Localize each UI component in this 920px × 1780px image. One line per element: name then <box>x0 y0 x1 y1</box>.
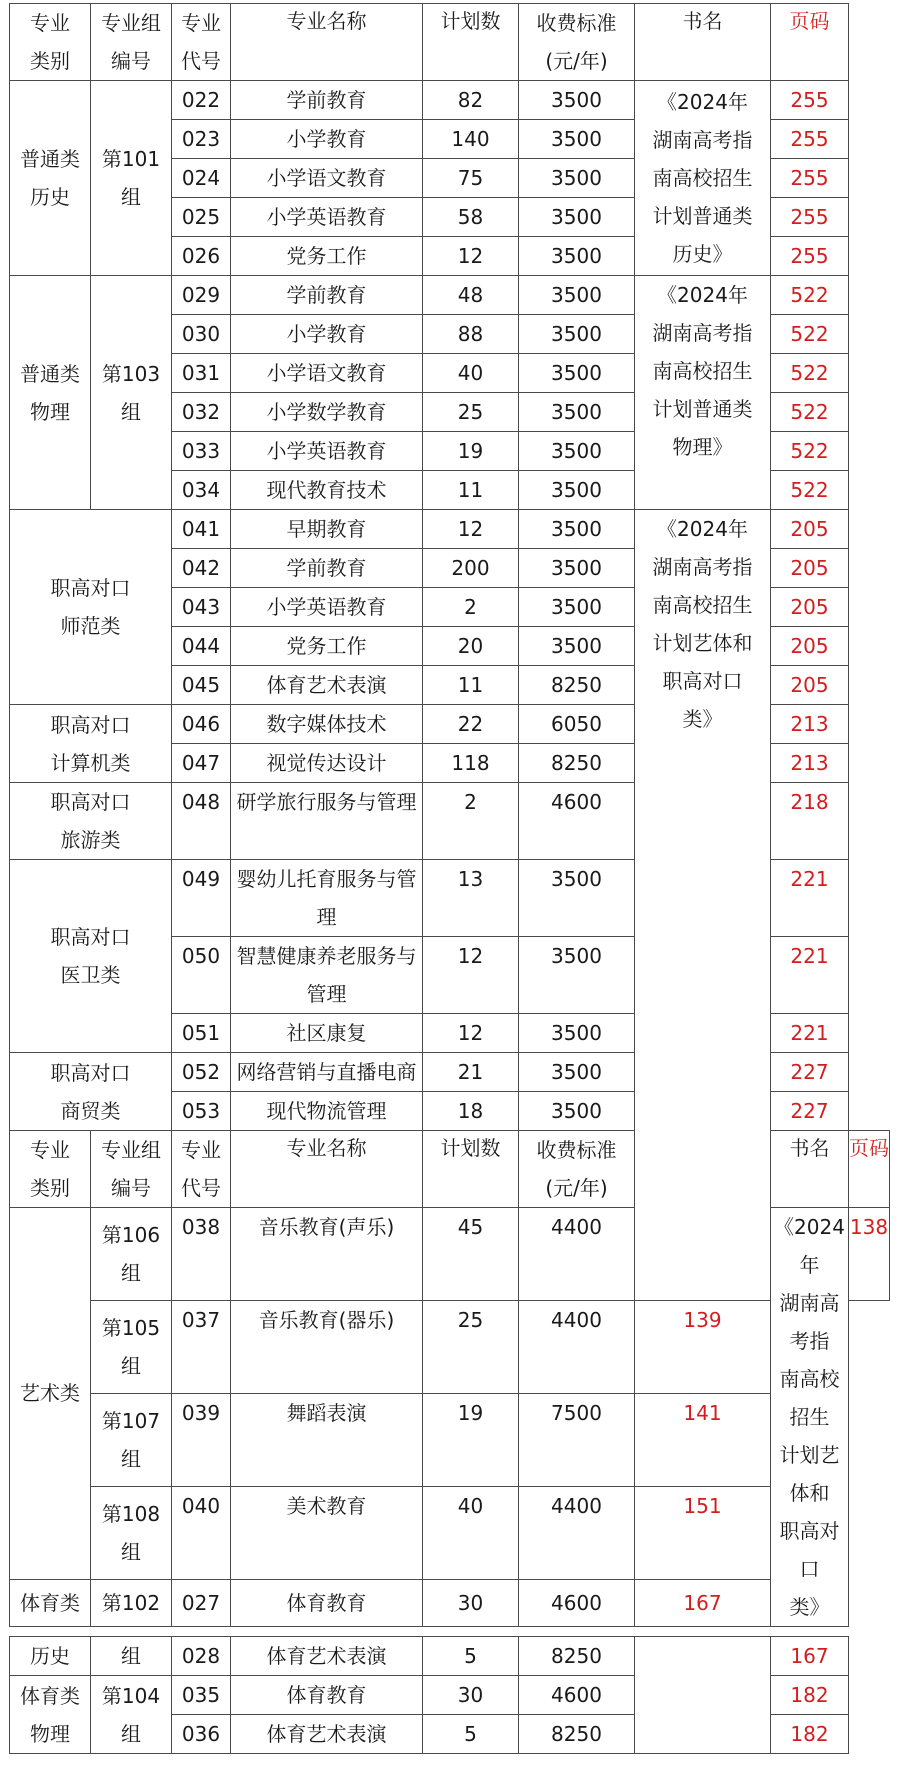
name-cell: 小学数学教育 <box>231 393 423 432</box>
page-cell: 255 <box>771 159 849 198</box>
code-cell: 044 <box>172 627 231 666</box>
book-cell <box>635 1637 771 1754</box>
category-cell: 职高对口 旅游类 <box>10 783 172 860</box>
plan-cell: 140 <box>423 120 519 159</box>
group-cell: 第103 组 <box>91 276 172 510</box>
page-cell: 522 <box>771 393 849 432</box>
fee-cell: 3500 <box>519 510 635 549</box>
fee-cell: 3500 <box>519 432 635 471</box>
fee-cell: 3500 <box>519 860 635 937</box>
page-cell: 141 <box>635 1393 771 1486</box>
plan-cell: 19 <box>423 1393 519 1486</box>
fee-cell: 3500 <box>519 393 635 432</box>
plan-cell: 11 <box>423 666 519 705</box>
fee-cell: 4400 <box>519 1208 635 1301</box>
code-cell: 029 <box>172 276 231 315</box>
page-cell: 182 <box>771 1676 849 1715</box>
name-cell: 小学语文教育 <box>231 354 423 393</box>
name-cell: 小学教育 <box>231 120 423 159</box>
name-cell: 研学旅行服务与管理 <box>231 783 423 860</box>
page-cell: 213 <box>771 705 849 744</box>
fee-cell: 3500 <box>519 81 635 120</box>
name-cell: 美术教育 <box>231 1486 423 1579</box>
book-cell: 《2024年 湖南高考指 南高校招生 计划艺体和 职高对口 类》 <box>635 510 771 1301</box>
plan-cell: 200 <box>423 549 519 588</box>
page-cell: 227 <box>771 1092 849 1131</box>
page-cell: 205 <box>771 510 849 549</box>
code-cell: 025 <box>172 198 231 237</box>
plan-cell: 2 <box>423 783 519 860</box>
name-cell: 婴幼儿托育服务与管 理 <box>231 860 423 937</box>
fee-cell: 3500 <box>519 588 635 627</box>
name-cell: 体育教育 <box>231 1579 423 1626</box>
name-cell: 体育艺术表演 <box>231 666 423 705</box>
plan-cell: 19 <box>423 432 519 471</box>
group-cell: 第107 组 <box>91 1393 172 1486</box>
page-cell: 218 <box>771 783 849 860</box>
code-cell: 053 <box>172 1092 231 1131</box>
code-cell: 047 <box>172 744 231 783</box>
code-cell: 026 <box>172 237 231 276</box>
category-cell: 体育类 物理 <box>10 1676 91 1754</box>
fee-cell: 3500 <box>519 1053 635 1092</box>
enrollment-plan-table <box>9 3 890 1627</box>
plan-cell: 118 <box>423 744 519 783</box>
page-cell: 221 <box>771 860 849 937</box>
table-row <box>10 81 890 120</box>
page-cell: 167 <box>771 1637 849 1676</box>
fee-cell: 3500 <box>519 315 635 354</box>
header-group: 专业组 编号 <box>91 1131 172 1208</box>
fee-cell: 8250 <box>519 666 635 705</box>
name-cell: 现代物流管理 <box>231 1092 423 1131</box>
page-cell: 205 <box>771 588 849 627</box>
fee-cell: 3500 <box>519 237 635 276</box>
page-cell: 205 <box>771 627 849 666</box>
fee-cell: 8250 <box>519 744 635 783</box>
table-row <box>10 276 890 315</box>
plan-cell: 12 <box>423 510 519 549</box>
name-cell: 学前教育 <box>231 81 423 120</box>
name-cell: 体育艺术表演 <box>231 1715 423 1754</box>
page-cell: 138 <box>849 1208 890 1301</box>
header-name: 专业名称 <box>231 4 423 81</box>
fee-cell: 3500 <box>519 1014 635 1053</box>
plan-cell: 40 <box>423 1486 519 1579</box>
header-page: 页码 <box>849 1131 890 1208</box>
name-cell: 党务工作 <box>231 237 423 276</box>
group-cell: 第102 <box>91 1579 172 1626</box>
header-category: 专业 类别 <box>10 1131 91 1208</box>
header-fee: 收费标准 (元/年) <box>519 4 635 81</box>
category-cell: 历史 <box>10 1637 91 1676</box>
page-cell: 205 <box>771 666 849 705</box>
table-row <box>10 1637 849 1676</box>
plan-cell: 20 <box>423 627 519 666</box>
header-code: 专业 代号 <box>172 1131 231 1208</box>
category-cell: 普通类 物理 <box>10 276 91 510</box>
code-cell: 027 <box>172 1579 231 1626</box>
page-cell: 522 <box>771 276 849 315</box>
plan-cell: 25 <box>423 393 519 432</box>
fee-cell: 3500 <box>519 627 635 666</box>
fee-cell: 4600 <box>519 783 635 860</box>
page-cell: 139 <box>635 1300 771 1393</box>
name-cell: 小学教育 <box>231 315 423 354</box>
plan-cell: 11 <box>423 471 519 510</box>
page-cell: 522 <box>771 432 849 471</box>
page-cell: 522 <box>771 471 849 510</box>
plan-cell: 48 <box>423 276 519 315</box>
name-cell: 网络营销与直播电商 <box>231 1053 423 1092</box>
fee-cell: 3500 <box>519 471 635 510</box>
name-cell: 社区康复 <box>231 1014 423 1053</box>
name-cell: 早期教育 <box>231 510 423 549</box>
fee-cell: 3500 <box>519 937 635 1014</box>
name-cell: 党务工作 <box>231 627 423 666</box>
category-cell: 职高对口 师范类 <box>10 510 172 705</box>
table-row <box>10 1393 890 1486</box>
fee-cell: 7500 <box>519 1393 635 1486</box>
enrollment-plan-table-continued <box>9 1636 849 1754</box>
name-cell: 数字媒体技术 <box>231 705 423 744</box>
code-cell: 048 <box>172 783 231 860</box>
fee-cell: 3500 <box>519 276 635 315</box>
plan-cell: 5 <box>423 1715 519 1754</box>
page-cell: 255 <box>771 237 849 276</box>
header-category: 专业 类别 <box>10 4 91 81</box>
page-cell: 182 <box>771 1715 849 1754</box>
header-book: 书名 <box>771 1131 849 1208</box>
name-cell: 学前教育 <box>231 549 423 588</box>
group-cell: 第104 组 <box>91 1676 172 1754</box>
group-cell: 第108 组 <box>91 1486 172 1579</box>
name-cell: 智慧健康养老服务与 管理 <box>231 937 423 1014</box>
code-cell: 022 <box>172 81 231 120</box>
code-cell: 036 <box>172 1715 231 1754</box>
code-cell: 023 <box>172 120 231 159</box>
table-row <box>10 1486 890 1579</box>
code-cell: 034 <box>172 471 231 510</box>
name-cell: 体育艺术表演 <box>231 1637 423 1676</box>
plan-cell: 13 <box>423 860 519 937</box>
code-cell: 030 <box>172 315 231 354</box>
header-book: 书名 <box>635 4 771 81</box>
code-cell: 024 <box>172 159 231 198</box>
code-cell: 046 <box>172 705 231 744</box>
code-cell: 035 <box>172 1676 231 1715</box>
page-cell: 151 <box>635 1486 771 1579</box>
plan-cell: 58 <box>423 198 519 237</box>
plan-cell: 5 <box>423 1637 519 1676</box>
name-cell: 小学英语教育 <box>231 432 423 471</box>
page-cell: 227 <box>771 1053 849 1092</box>
fee-cell: 4400 <box>519 1300 635 1393</box>
fee-cell: 3500 <box>519 159 635 198</box>
plan-cell: 82 <box>423 81 519 120</box>
plan-cell: 40 <box>423 354 519 393</box>
plan-cell: 2 <box>423 588 519 627</box>
code-cell: 045 <box>172 666 231 705</box>
plan-cell: 21 <box>423 1053 519 1092</box>
category-cell: 艺术类 <box>10 1208 91 1580</box>
table-row <box>10 510 890 549</box>
table-row <box>10 1300 890 1393</box>
group-cell: 第105 组 <box>91 1300 172 1393</box>
code-cell: 038 <box>172 1208 231 1301</box>
page-cell: 255 <box>771 120 849 159</box>
category-cell: 体育类 <box>10 1579 91 1626</box>
code-cell: 052 <box>172 1053 231 1092</box>
header-code: 专业 代号 <box>172 4 231 81</box>
plan-cell: 12 <box>423 937 519 1014</box>
plan-cell: 75 <box>423 159 519 198</box>
table-header-row <box>10 4 890 81</box>
code-cell: 050 <box>172 937 231 1014</box>
group-cell: 组 <box>91 1637 172 1676</box>
fee-cell: 6050 <box>519 705 635 744</box>
code-cell: 051 <box>172 1014 231 1053</box>
name-cell: 视觉传达设计 <box>231 744 423 783</box>
page-cell: 167 <box>635 1579 771 1626</box>
plan-cell: 18 <box>423 1092 519 1131</box>
name-cell: 音乐教育(声乐) <box>231 1208 423 1301</box>
fee-cell: 3500 <box>519 198 635 237</box>
page-cell: 522 <box>771 315 849 354</box>
name-cell: 舞蹈表演 <box>231 1393 423 1486</box>
plan-cell: 25 <box>423 1300 519 1393</box>
code-cell: 037 <box>172 1300 231 1393</box>
plan-cell: 12 <box>423 1014 519 1053</box>
code-cell: 041 <box>172 510 231 549</box>
name-cell: 小学英语教育 <box>231 588 423 627</box>
fee-cell: 3500 <box>519 1092 635 1131</box>
page-cell: 205 <box>771 549 849 588</box>
header-plan: 计划数 <box>423 1131 519 1208</box>
name-cell: 体育教育 <box>231 1676 423 1715</box>
fee-cell: 3500 <box>519 354 635 393</box>
group-cell: 第106 组 <box>91 1208 172 1301</box>
page-cell: 522 <box>771 354 849 393</box>
header-group: 专业组 编号 <box>91 4 172 81</box>
code-cell: 039 <box>172 1393 231 1486</box>
name-cell: 音乐教育(器乐) <box>231 1300 423 1393</box>
fee-cell: 3500 <box>519 120 635 159</box>
group-cell: 第101 组 <box>91 81 172 276</box>
header-fee: 收费标准 (元/年) <box>519 1131 635 1208</box>
fee-cell: 8250 <box>519 1715 635 1754</box>
code-cell: 031 <box>172 354 231 393</box>
name-cell: 学前教育 <box>231 276 423 315</box>
plan-cell: 12 <box>423 237 519 276</box>
fee-cell: 8250 <box>519 1637 635 1676</box>
header-page: 页码 <box>771 4 849 81</box>
fee-cell: 3500 <box>519 549 635 588</box>
plan-cell: 30 <box>423 1676 519 1715</box>
book-cell: 《2024年 湖南高考指 南高校招生 计划普通类 物理》 <box>635 276 771 510</box>
code-cell: 043 <box>172 588 231 627</box>
header-plan: 计划数 <box>423 4 519 81</box>
code-cell: 040 <box>172 1486 231 1579</box>
page-cell: 221 <box>771 1014 849 1053</box>
page-cell: 255 <box>771 81 849 120</box>
code-cell: 032 <box>172 393 231 432</box>
fee-cell: 4400 <box>519 1486 635 1579</box>
book-cell: 《2024年 湖南高考指 南高校招生 计划普通类 历史》 <box>635 81 771 276</box>
code-cell: 049 <box>172 860 231 937</box>
fee-cell: 4600 <box>519 1676 635 1715</box>
table-row <box>10 1579 890 1626</box>
code-cell: 028 <box>172 1637 231 1676</box>
page-cell: 221 <box>771 937 849 1014</box>
category-cell: 职高对口 商贸类 <box>10 1053 172 1131</box>
category-cell: 普通类 历史 <box>10 81 91 276</box>
name-cell: 小学语文教育 <box>231 159 423 198</box>
book-cell: 《2024年 湖南高考指 南高校招生 计划艺体和 职高对口 类》 <box>771 1208 849 1627</box>
code-cell: 033 <box>172 432 231 471</box>
plan-cell: 22 <box>423 705 519 744</box>
plan-cell: 45 <box>423 1208 519 1301</box>
plan-cell: 30 <box>423 1579 519 1626</box>
code-cell: 042 <box>172 549 231 588</box>
page-cell: 213 <box>771 744 849 783</box>
header-name: 专业名称 <box>231 1131 423 1208</box>
name-cell: 小学英语教育 <box>231 198 423 237</box>
fee-cell: 4600 <box>519 1579 635 1626</box>
plan-cell: 88 <box>423 315 519 354</box>
name-cell: 现代教育技术 <box>231 471 423 510</box>
category-cell: 职高对口 医卫类 <box>10 860 172 1053</box>
page-cell: 255 <box>771 198 849 237</box>
category-cell: 职高对口 计算机类 <box>10 705 172 783</box>
